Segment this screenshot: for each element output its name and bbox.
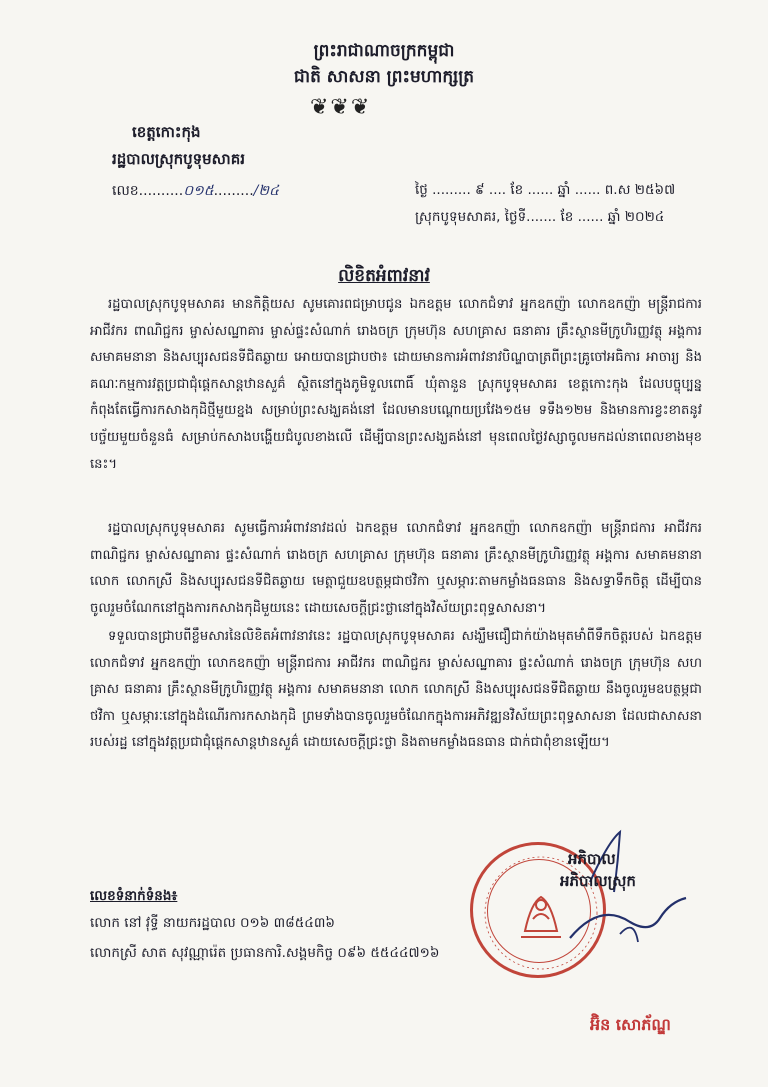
handwritten-signature-icon (560, 822, 710, 1002)
reference-label: លេខ (112, 183, 139, 199)
body-paragraph-1 (90, 292, 702, 478)
paragraph-1-text: រដ្ឋបាលស្រុកបូទុមសាគរ មានកិត្តិយស សូមគោរពជម្រាបជូន ឯកឧត្តម លោកជំទាវ អ្នកឧកញ៉ា លោកឧកញ៉ា មន្ត្រីរាជការ អាជីវករ ពាណិជ្ជករ ម្ចាស់សណ្ឋាគារ ម្ចាស់ផ្ទះសំណាក់ រោងចក្រ ក្រុមហ៊ុន សហគ្រាស ធនាគារ គ្រឹះស្ថានមីក្រូហិរញ្ញវត្ថុ អង្គការ សមាគមនានា និងសប្បុរសជនទីជិតឆ្ងាយ អោយបានជ្រាបថា៖ ដោយមានការអំពាវនាវបិណ្ឌបាត្រពីព្រះគ្រូចៅអធិការ អាចារ្យ និងគណៈកម្មការវត្តប្រជាជុំផ្ដេកសាន្តឋានសួគ៌ ស្ថិតនៅក្នុងភូមិទួលពោធិ៍ ឃុំតានួន ស្រុកបូទុមសាគរ ខេត្តកោះកុង ដែលបច្ចុប្បន្ន កំពុងតែធ្វើការកសាងកុដិថ្មីមួយខ្នង សម្រាប់ព្រះសង្ឃគង់នៅ ដែលមានបណ្ដោយប្រវែង១៥ម ទទឹង១២ម និងមានការខ្វះខាតនូវបច្ច័យមួយចំនួនធំ សម្រាប់កសាងបង្ហើយជំបូលខាងលើ ដើម្បីបានព្រះសង្ឃគង់នៅ មុនពេលថ្ងៃវស្សាចូលមកដល់នាពេលខាងមុខនេះ។ (90, 297, 702, 472)
document-title: លិខិតអំពាវនាវ (338, 266, 430, 286)
ornament-divider: ❦❦❦ (310, 95, 372, 120)
reference-suffix: /២៤ (253, 183, 279, 199)
signatory-name: អ៊ិន សោភ័ណ្ឌ (590, 1015, 671, 1034)
reference-value: ០១៥ (183, 183, 214, 199)
contact-line-1: លោក នៅ វុទ្ធី នាយករដ្ឋបាល ០១៦ ៣៨៥៤៣៦ (90, 915, 335, 931)
paragraph-3-text: ទទួលបានជ្រាបពីខ្លឹមសារនៃលិខិតអំពាវនាវនេះ រដ្ឋបាលស្រុកបូទុមសាគរ សង្ឃឹមជឿជាក់យ៉ាងមុតមាំពីទឹកចិត្តរបស់ ឯកឧត្តម លោកជំទាវ អ្នកឧកញ៉ា លោកឧកញ៉ា មន្ត្រីរាជការ អាជីវករ ពាណិជ្ជករ ម្ចាស់សណ្ឋាគារ ផ្ទះសំណាក់ រោងចក្រ ក្រុមហ៊ុន សហគ្រាស ធនាគារ គ្រឹះស្ថានមីក្រូហិរញ្ញវត្ថុ អង្គការ សមាគមនានា លោក លោកស្រី និងសប្បុរសជនទីជិតឆ្ងាយ នឹងចូលរួមឧបត្ថម្ភជាថវិកា ឬសម្ភារៈនៅក្នុងដំណើរការកសាងកុដិ ព្រមទាំងបានចូលរួមចំណែកក្នុងការអភិវឌ្ឍនវិស័យព្រះពុទ្ធសាសនា ដែលជាសាសនារបស់រដ្ឋ នៅក្នុងវត្តប្រជាជុំផ្ដេកសាន្តឋានសួគ៌ ដោយសេចក្ដីជ្រះថ្លា និងតាមកម្លាំងធនធាន ជាក់ជាពុំខានឡើយ។ (90, 629, 702, 751)
body-paragraph-3 (90, 624, 702, 757)
lunar-date: ថ្ងៃ ......... ៩ .... ខែ ...... ឆ្នាំ ...... ព.ស ២៥៦៧ (415, 182, 676, 198)
kingdom-heading: ព្រះរាជាណាចក្រកម្ពុជា (313, 41, 455, 61)
reference-number: លេខ..........០១៥........./២៤ (112, 183, 279, 199)
place-and-date: ស្រុកបូទុមសាគរ, ថ្ងៃទី....... ខែ ...... ឆ្នាំ ២០២៤ (415, 209, 665, 225)
province-name: ខេត្តកោះកុង (132, 123, 201, 141)
signatory-title: អភិបាល (568, 850, 616, 868)
contact-line-2: លោកស្រី សាត សុវណ្ណារ៉េត ប្រធានការិ.សង្គមកិច្ច ០៩៦ ៥៥៤៤៧១៦ (90, 945, 440, 961)
district-administration: រដ្ឋបាលស្រុកបូទុមសាគរ (112, 150, 246, 168)
paragraph-2-text: រដ្ឋបាលស្រុកបូទុមសាគរ សូមធ្វើការអំពាវនាវដល់ ឯកឧត្តម លោកជំទាវ អ្នកឧកញ៉ា លោកឧកញ៉ា មន្ត្រីរាជការ អាជីវករ ពាណិជ្ជករ ម្ចាស់សណ្ឋាគារ ផ្ទះសំណាក់ រោងចក្រ សហគ្រាស ក្រុមហ៊ុន ធនាគារ គ្រឹះស្ថានមីក្រូហិរញ្ញវត្ថុ អង្គការ សមាគមនានា លោក លោកស្រី និងសប្បុរសជនទីជិតឆ្ងាយ មេត្តាជួយឧបត្ថម្ភជាថវិកា ឬសម្ភារៈតាមកម្លាំងធនធាន និងសទ្ធាទឹកចិត្ត ដើម្បីបានចូលរួមចំណែកនៅក្នុងការកសាងកុដិមួយនេះ ដោយសេចក្ដីជ្រះថ្លានៅក្នុងវិស័យព្រះពុទ្ធសាសនា។ (90, 521, 702, 616)
body-paragraph-2 (90, 516, 702, 622)
national-motto: ជាតិ សាសនា ព្រះមហាក្សត្រ (293, 67, 475, 87)
contacts-heading: លេខទំនាក់ទំនង៖ (90, 888, 178, 904)
signatory-office: អភិបាលស្រុក (560, 872, 636, 890)
